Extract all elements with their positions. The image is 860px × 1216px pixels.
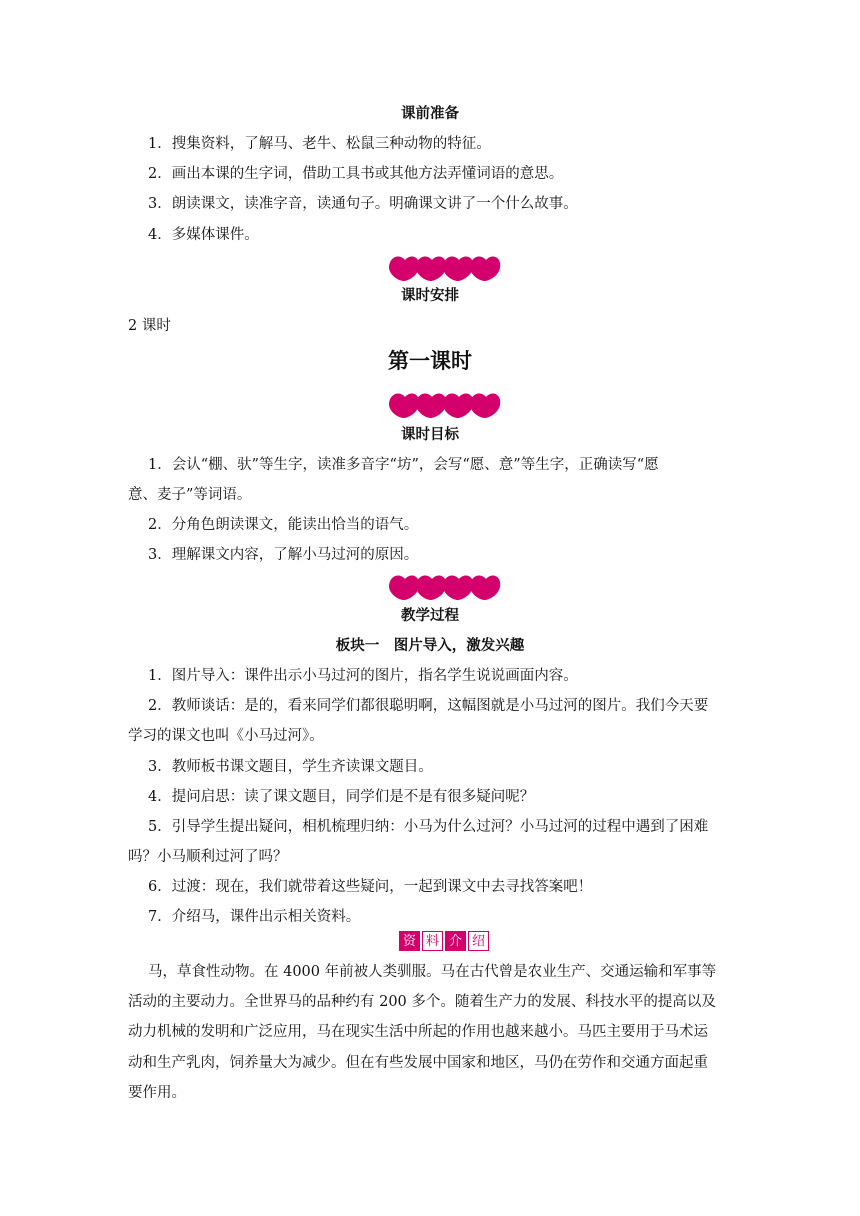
process-step-4: 4．提问启思：读了课文题目，同学们是不是有很多疑问呢？ — [148, 789, 535, 805]
petal-divider-icon — [385, 567, 505, 601]
process-step-1: 1．图片导入：课件出示小马过河的图片，指名学生说说画面内容。 — [148, 668, 578, 684]
process-step-3: 3．教师板书课文题目，学生齐读课文题目。 — [148, 759, 433, 775]
section-title-goals: 课时目标 — [401, 427, 459, 443]
goal-item-1-line-1: 1．会认“棚、驮”等生字，读准多音字“坊”，会写“愿、意”等生字，正确读写“愿 — [148, 457, 659, 473]
process-step-5-line-1: 5．引导学生提出疑问，相机梳理归纳：小马为什么过河？小马过河的过程中遇到了困难 — [148, 819, 709, 835]
goal-item-3: 3．理解课文内容，了解小马过河的原因。 — [148, 547, 419, 563]
info-badge — [397, 931, 491, 953]
info-line-1: 马，草食性动物。在 4000 年前被人类驯服。马在古代曾是农业生产、交通运输和军事等 — [148, 964, 717, 980]
process-step-2-line-1: 2．教师谈话：是的，看来同学们都很聪明啊，这幅图就是小马过河的图片。我们今天要 — [148, 698, 709, 714]
goal-item-2: 2．分角色朗读课文，能读出恰当的语气。 — [148, 517, 419, 533]
badge-char: 介 — [445, 931, 466, 951]
section-title-prep: 课前准备 — [401, 106, 459, 122]
badge-char: 料 — [422, 931, 443, 951]
info-line-4: 动和生产乳肉，饲养量大为减少。但在有些发展中国家和地区，马仍在劳作和交通方面起重 — [128, 1055, 708, 1071]
info-line-5: 要作用。 — [128, 1085, 186, 1101]
lesson-title: 第一课时 — [388, 349, 472, 373]
petal-divider-icon — [385, 248, 505, 282]
prep-item-2: 2．画出本课的生字词，借助工具书或其他方法弄懂词语的意思。 — [148, 166, 564, 182]
petal-divider-icon — [385, 385, 505, 419]
goal-item-1-line-2: 意、麦子”等词语。 — [128, 487, 252, 503]
prep-item-4: 4．多媒体课件。 — [148, 227, 259, 243]
section-title-process: 教学过程 — [401, 608, 459, 624]
process-step-6: 6．过渡：现在，我们就带着这些疑问，一起到课文中去寻找答案吧！ — [148, 879, 593, 895]
process-step-2-line-2: 学习的课文也叫《小马过河》。 — [128, 728, 324, 744]
info-line-2: 活动的主要动力。全世界马的品种约有 200 多个。随着生产力的发展、科技水平的提高以及 — [128, 994, 716, 1010]
process-step-5-line-2: 吗？小马顺利过河了吗？ — [128, 849, 288, 865]
schedule-text: 2 课时 — [128, 318, 171, 334]
badge-char: 资 — [399, 931, 420, 951]
section-title-schedule: 课时安排 — [401, 288, 459, 304]
process-step-7: 7．介绍马，课件出示相关资料。 — [148, 909, 361, 925]
info-line-3: 动力机械的发明和广泛应用，马在现实生活中所起的作用也越来越小。马匹主要用于马术运 — [128, 1024, 708, 1040]
badge-char: 绍 — [468, 931, 489, 951]
prep-item-1: 1．搜集资料，了解马、老牛、松鼠三种动物的特征。 — [148, 136, 491, 152]
prep-item-3: 3．朗读课文，读准字音，读通句子。明确课文讲了一个什么故事。 — [148, 196, 578, 212]
block-title: 板块一 图片导入，激发兴趣 — [335, 638, 525, 654]
